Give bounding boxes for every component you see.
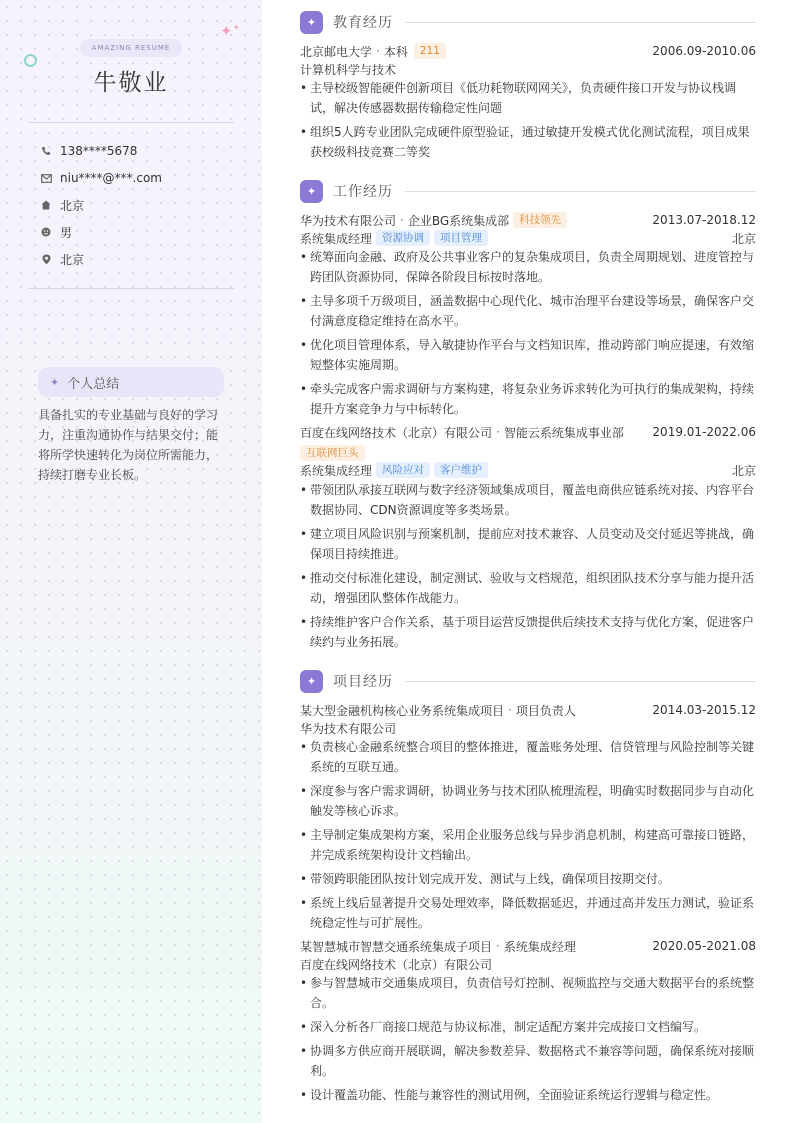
summary-header: [38, 367, 224, 397]
company-tag: 科技领先: [513, 212, 567, 228]
school-name: 北京邮电大学: [300, 44, 373, 59]
list-item: • 协调多方供应商开展联调，解决参数差异、数据格式不兼容等问题，确保系统对接顺利。: [300, 1041, 756, 1081]
education-date: 2006.09-2010.06: [652, 44, 756, 58]
skill-tag: 客户维护: [434, 462, 488, 478]
list-item: • 优化项目管理体系，导入敏捷协作平台与文档知识库，推动跨部门响应提速，有效缩短整体实施周期。: [300, 335, 756, 375]
company-tag: 互联网巨头: [300, 445, 365, 461]
gender-icon: [40, 227, 52, 237]
project-company: 华为技术有限公司: [300, 721, 397, 736]
job-city: 北京: [731, 231, 756, 246]
skill-tag: 项目管理: [434, 230, 488, 246]
list-item: • 主导校级智能硬件创新项目《低功耗物联网网关》，负责硬件接口开发与协议栈调试，解决传感器数据传输稳定性问题: [300, 78, 756, 118]
project-bullets: [300, 973, 756, 1109]
phone-icon: [40, 146, 52, 156]
job-header: 百度在线网络技术（北京）有限公司 · 智能云系统集成事业部 2019.01-2022.06: [300, 425, 756, 440]
skill-tag: 资源协调: [376, 230, 430, 246]
list-item: • 带领跨职能团队按计划完成开发、测试与上线，确保项目按期交付。: [300, 869, 756, 889]
job-date: 2019.01-2022.06: [652, 425, 756, 439]
sparkle-icon: ✦: [300, 11, 323, 34]
location-pin-icon: [40, 254, 52, 265]
summary-title: 个人总结: [67, 376, 120, 392]
job-date: 2013.07-2018.12: [652, 213, 756, 227]
list-item: • 统筹面向金融、政府及公共事业客户的复杂集成项目，负责全周期规划、进度管控与跨团队资源协同，保障各阶段目标按时落地。: [300, 247, 756, 287]
project-date: 2014.03-2015.12: [652, 703, 756, 717]
sparkle-icon: ✦: [300, 670, 323, 693]
section-divider: [405, 22, 756, 23]
section-divider: [405, 191, 756, 192]
job-city: 北京: [731, 463, 756, 478]
school-tag: 211: [414, 43, 446, 59]
contact-location: [40, 251, 84, 267]
company-name: 百度在线网络技术（北京）有限公司: [300, 425, 493, 440]
sparkle-icon: ✦: [300, 180, 323, 203]
divider: [28, 288, 234, 289]
project-company-row: [300, 955, 756, 973]
contact-gender: [40, 224, 72, 240]
email-value: niu****@***.com: [60, 171, 162, 185]
list-item: • 深度参与客户需求调研，协调业务与技术团队梳理流程，明确实时数据同步与自动化触发等核心诉求。: [300, 781, 756, 821]
list-item: • 深入分析各厂商接口规范与协议标准，制定适配方案并完成接口文档编写。: [300, 1017, 756, 1037]
major-row: [300, 60, 756, 78]
list-item: • 带领团队承接互联网与数字经济领域集成项目，覆盖电商供应链系统对接、内容平台数据协同、CDN资源调度等多类场景。: [300, 480, 756, 520]
job-role: 系统集成经理: [300, 231, 373, 246]
skill-tag: 风险应对: [376, 462, 430, 478]
section-title: 教育经历: [333, 15, 393, 31]
section-title: 工作经历: [333, 184, 393, 200]
contact-email: [40, 170, 162, 186]
project-header: 某大型金融机构核心业务系统集成项目 · 项目负责人 2014.03-2015.12: [300, 703, 756, 718]
candidate-name: 牛敬业: [93, 70, 169, 96]
project-role: 系统集成经理: [503, 939, 576, 954]
project-bullets: [300, 737, 756, 937]
summary-text: 具备扎实的专业基础与良好的学习力，注重沟通协作与结果交付；能将所学快速转化为岗位所需能力，持续打磨专业长板。: [38, 408, 219, 482]
job-role: 系统集成经理: [300, 463, 373, 478]
list-item: • 推动交付标准化建设，制定测试、验收与文档规范，组织团队技术分享与能力提升活动，增强团队整体作战能力。: [300, 568, 756, 608]
list-item: • 建立项目风险识别与预案机制，提前应对技术兼容、人员变动及交付延迟等挑战，确保项目持续推进。: [300, 524, 756, 564]
job-role-row: [300, 461, 756, 479]
list-item: • 持续维护客户合作关系，基于项目运营反馈提供后续技术支持与优化方案，促进客户续约与业务拓展。: [300, 612, 756, 652]
home-icon: [40, 200, 52, 210]
education-row: 北京邮电大学 · 本科 211 2006.09-2010.06: [300, 44, 756, 59]
project-name: 某大型金融机构核心业务系统集成项目: [300, 703, 505, 718]
project-header: 某智慧城市智慧交通系统集成子项目 · 系统集成经理 2020.05-2021.08: [300, 939, 756, 954]
projects-section-header: [300, 669, 756, 693]
major: 计算机科学与技术: [300, 62, 397, 77]
small-sparkle-icon: ✦: [233, 23, 240, 32]
section-divider: [405, 681, 756, 682]
department: 智能云系统集成事业部: [503, 425, 624, 440]
sidebar: [0, 0, 262, 1123]
job-tag-row: [300, 444, 756, 462]
contact-city: [40, 197, 84, 213]
mail-icon: [40, 174, 52, 183]
education-bullets: [300, 78, 756, 166]
list-item: • 主导多项千万级项目，涵盖数据中心现代化、城市治理平台建设等场景，确保客户交付满意度稳定维持在高水平。: [300, 291, 756, 331]
job-bullets: [300, 480, 756, 656]
divider: [28, 122, 234, 123]
list-item: • 负责核心金融系统整合项目的整体推进，覆盖账务处理、信贷管理与风险控制等关键系统的互联互通。: [300, 737, 756, 777]
sparkle-icon: ✦: [50, 375, 60, 389]
job-bullets: [300, 247, 756, 423]
list-item: • 参与智慧城市交通集成项目，负责信号灯控制、视频监控与交通大数据平台的系统整合。: [300, 973, 756, 1013]
project-date: 2020.05-2021.08: [652, 939, 756, 953]
contact-phone: [40, 143, 137, 159]
location-value: 北京: [60, 252, 85, 267]
education-section-header: [300, 10, 756, 34]
department: 企业BG系统集成部: [407, 213, 510, 228]
project-company-row: [300, 719, 756, 737]
section-title: 项目经历: [333, 674, 393, 690]
project-role: 项目负责人: [515, 703, 576, 718]
list-item: • 牵头完成客户需求调研与方案构建，将复杂业务诉求转化为可执行的集成架构，持续提升方案竞争力与中标转化。: [300, 379, 756, 419]
phone-value: 138****5678: [60, 144, 138, 158]
gender-value: 男: [60, 225, 73, 240]
city-value: 北京: [60, 198, 85, 213]
project-company: 百度在线网络技术（北京）有限公司: [300, 957, 493, 972]
list-item: • 主导制定集成架构方案，采用企业服务总线与异步消息机制，构建高可靠接口链路，并完成系统架构设计文档输出。: [300, 825, 756, 865]
sparkle-icon: ✦: [220, 22, 233, 40]
job-role-row: [300, 229, 756, 247]
degree: 本科: [383, 44, 408, 59]
list-item: • 组织5人跨专业团队完成硬件原型验证，通过敏捷开发模式优化测试流程，项目成果获校级科技竞赛二等奖: [300, 122, 756, 162]
resume-badge: AMAZING RESUME: [80, 39, 182, 57]
job-header: 华为技术有限公司 · 企业BG系统集成部 科技领先 2013.07-2018.12: [300, 213, 756, 228]
list-item: • 设计覆盖功能、性能与兼容性的测试用例，全面验证系统运行逻辑与稳定性。: [300, 1085, 756, 1105]
work-section-header: [300, 179, 756, 203]
company-name: 华为技术有限公司: [300, 213, 397, 228]
project-name: 某智慧城市智慧交通系统集成子项目: [300, 939, 493, 954]
list-item: • 系统上线后显著提升交易处理效率，降低数据延迟，并通过高并发压力测试，验证系统稳定性与可扩展性。: [300, 893, 756, 933]
